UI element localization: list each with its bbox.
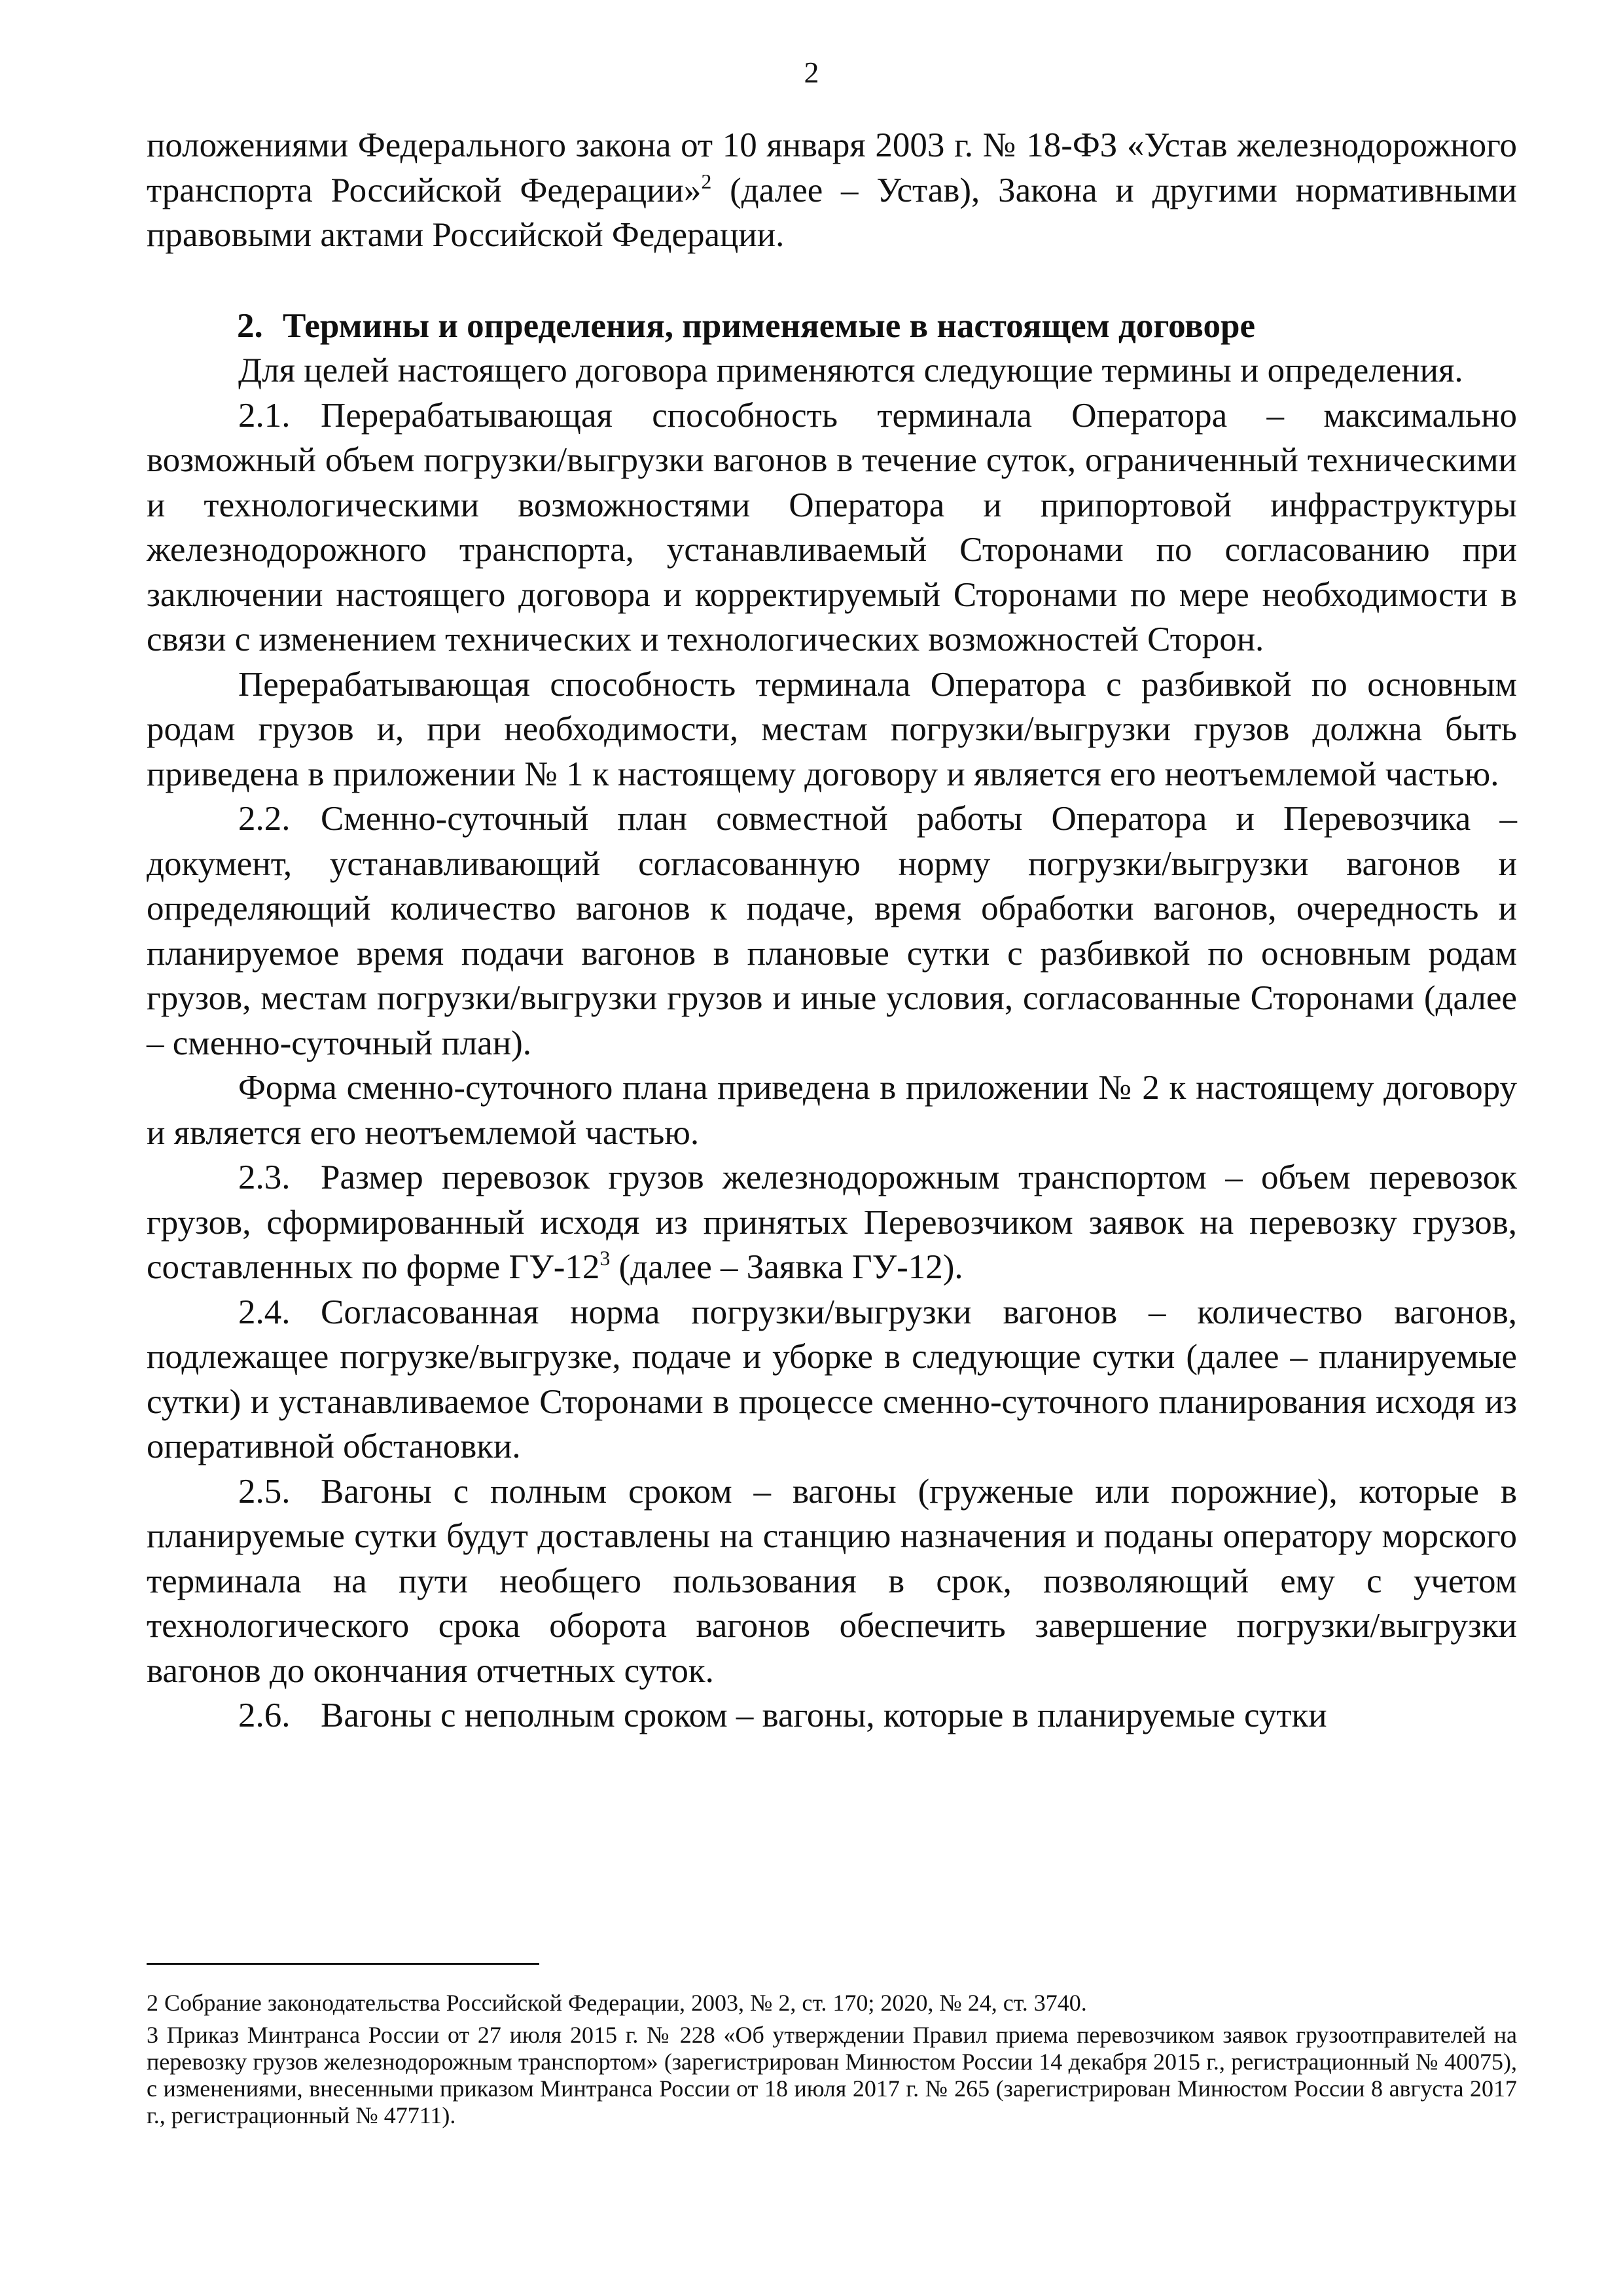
intro-paragraph bbox=[147, 123, 1517, 258]
item-2-5 bbox=[147, 1469, 1517, 1694]
intro-text-part-b: (далее – Устав), Закона и другими нормативными правовыми актами Российской Федерации. bbox=[147, 171, 1517, 254]
item-2-1-extra: Перерабатывающая способность терминала Оператора с разбивкой по основным родам грузов и, при необходимости, местам погрузки/выгрузки грузов должна быть приведена в приложении № 1 к настоящему договору и является его неотъемлемой частью. bbox=[147, 665, 1517, 793]
footnotes bbox=[147, 1990, 1517, 2134]
item-2-1 bbox=[147, 393, 1517, 662]
main-text bbox=[147, 123, 1517, 1738]
section-heading bbox=[147, 304, 1517, 349]
item-text: Сменно-суточный план совместной работы Оператора и Перевозчика – документ, устанавливающий согласованную норму погрузки/выгрузки вагонов и определяющий количество вагонов к подаче, время обработки вагонов, очередность и планируемое время подачи вагонов в плановые сутки с разбивкой по основным родам грузов, местам погрузки/выгрузки грузов и иные условия, согласованные Сторонами (далее – сменно-суточный план). bbox=[147, 800, 1517, 1062]
section-title: Термины и определения, применяемые в настоящем договоре bbox=[283, 306, 1256, 345]
item-text: Вагоны с полным сроком – вагоны (груженые или порожние), которые в планируемые сутки будут доставлены на станцию назначения и поданы оператору морского терминала на пути необщего пользования в срок, позволяющий ему с учетом технологического срока оборота вагонов обеспечить завершение погрузки/выгрузки вагонов до окончания отчетных суток. bbox=[147, 1472, 1517, 1690]
item-2-2 bbox=[147, 797, 1517, 1066]
footnote-divider bbox=[147, 1963, 539, 1965]
item-text-part-b: (далее – Заявка ГУ-12). bbox=[610, 1248, 963, 1286]
item-text-part-a: Размер перевозок грузов железнодорожным транспортом – объем перевозок грузов, сформированный исходя из принятых Перевозчиком заявок на перевозку грузов, составленных по форме ГУ-12 bbox=[147, 1158, 1517, 1286]
item-number: 2.3. bbox=[238, 1158, 291, 1196]
item-number: 2.1. bbox=[238, 396, 291, 435]
page-number: 2 bbox=[804, 56, 819, 89]
item-text: Перерабатывающая способность терминала Оператора – максимально возможный объем погрузки/выгрузки вагонов в течение суток, ограниченный техническими и технологическими возможностями Оператора и припортовой инфраструктуры железнодорожного транспорта, устанавливаемый Сторонами по согласованию при заключении настоящего договора и корректируемый Сторонами по мере необходимости в связи с изменением технических и технологических возможностей Сторон. bbox=[147, 396, 1517, 658]
section-number: 2. bbox=[237, 306, 263, 345]
item-text: Вагоны с неполным сроком – вагоны, которые в планируемые сутки bbox=[321, 1696, 1327, 1734]
footnote-ref-2[interactable]: 2 bbox=[701, 169, 712, 193]
item-text: Согласованная норма погрузки/выгрузки вагонов – количество вагонов, подлежащее погрузке/выгрузке, подаче и уборке в следующие сутки (далее – планируемые сутки) и устанавливаемое Сторонами в процессе сменно-суточного планирования исходя из оперативной обстановки. bbox=[147, 1293, 1517, 1465]
item-number: 2.5. bbox=[238, 1472, 291, 1511]
footnote-ref-3[interactable]: 3 bbox=[599, 1246, 611, 1270]
item-2-6 bbox=[147, 1693, 1517, 1738]
section-intro: Для целей настоящего договора применяются следующие термины и определения. bbox=[238, 351, 1463, 389]
item-number: 2.6. bbox=[238, 1696, 291, 1734]
footnote-2: 2 Собрание законодательства Российской Федерации, 2003, № 2, ст. 170; 2020, № 24, ст. 3740. bbox=[147, 1990, 1087, 2016]
item-2-2-extra: Форма сменно-суточного плана приведена в приложении № 2 к настоящему договору и является его неотъемлемой частью. bbox=[147, 1069, 1517, 1152]
item-number: 2.2. bbox=[238, 800, 291, 838]
item-2-4 bbox=[147, 1290, 1517, 1469]
intro-text-part-a: положениями Федерального закона от 10 января 2003 г. № 18-ФЗ «Устав железнодорожного транспорта Российской Федерации» bbox=[147, 126, 1517, 209]
footnote-3: 3 Приказ Минтранса России от 27 июля 2015 г. № 228 «Об утверждении Правил приема перевозчиком заявок грузоотправителей на перевозку грузов железнодорожным транспортом» (зарегистрирован Минюстом России 14 декабря 2015 г., регистрационный № 40075), с изменениями, внесенными приказом Минтранса России от 18 июля 2017 г. № 265 (зарегистрирован Минюстом России 8 августа 2017 г., регистрационный № 47711). bbox=[147, 2022, 1517, 2128]
item-number: 2.4. bbox=[238, 1293, 291, 1331]
item-2-3 bbox=[147, 1155, 1517, 1290]
